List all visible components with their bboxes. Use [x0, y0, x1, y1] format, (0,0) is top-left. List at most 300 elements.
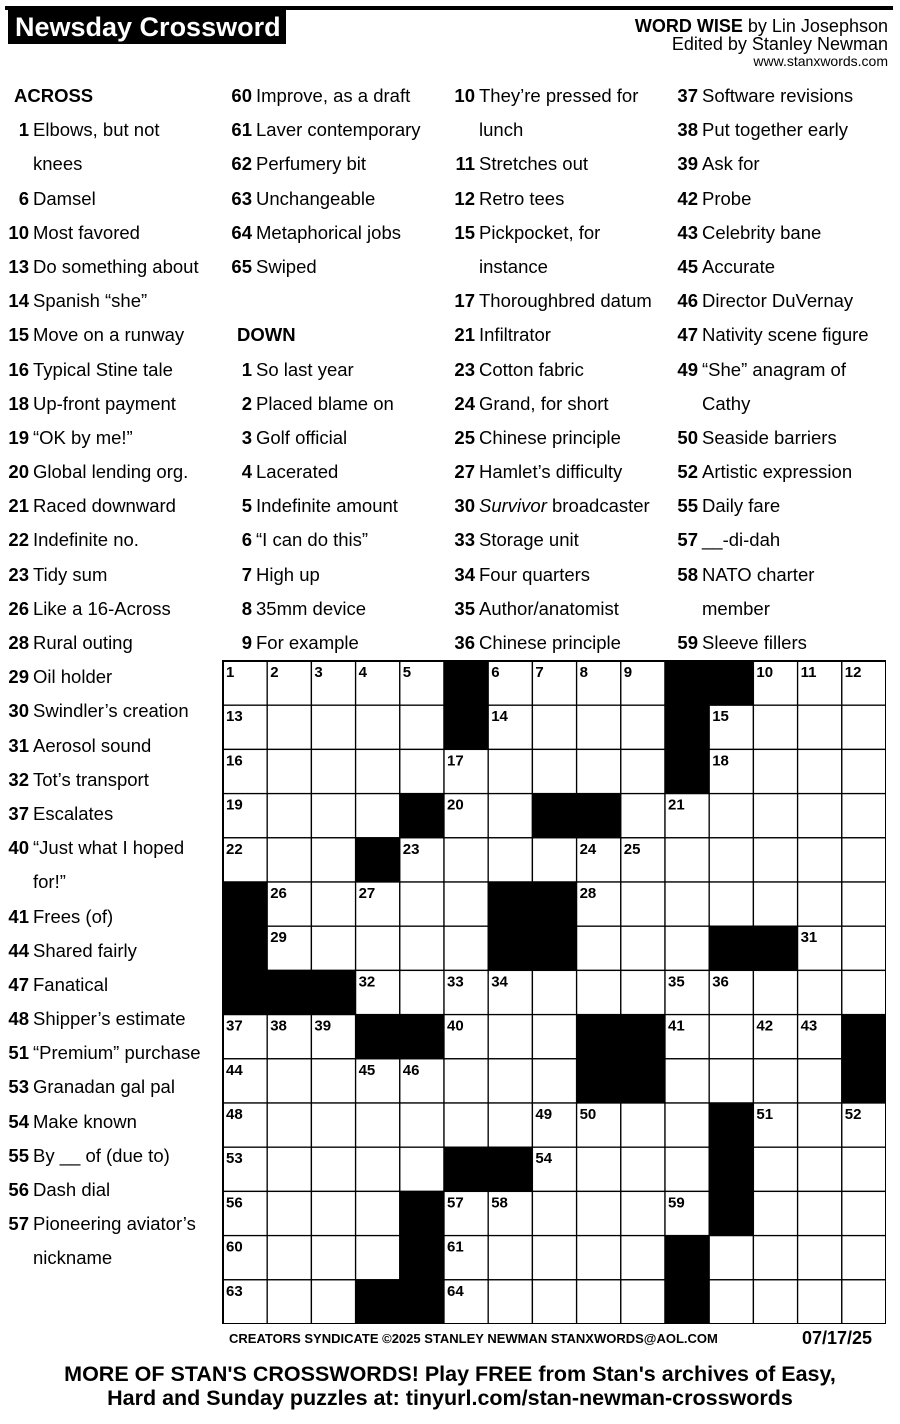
- down-clue-49[interactable]: [674, 353, 889, 387]
- across-clue-20[interactable]: [5, 455, 215, 489]
- grid-cell[interactable]: [488, 838, 532, 882]
- grid-cell[interactable]: [444, 1103, 488, 1147]
- clue-text: Improve, as a draft: [256, 85, 411, 106]
- clue-text: Indefinite no.: [33, 529, 139, 551]
- down-clue-58[interactable]: [674, 558, 889, 592]
- grid-cell[interactable]: [267, 1103, 311, 1147]
- down-clue-23[interactable]: [451, 353, 666, 387]
- down-clue-50[interactable]: [674, 421, 889, 455]
- grid-cell[interactable]: [532, 838, 576, 882]
- clue-text: Tidy sum: [33, 563, 108, 585]
- grid-cell[interactable]: [798, 1059, 842, 1103]
- across-clue-57[interactable]: [5, 1207, 215, 1241]
- block-square: [753, 926, 797, 970]
- down-clue-34[interactable]: [451, 558, 666, 592]
- grid-cell[interactable]: [400, 882, 444, 926]
- grid-cell[interactable]: [665, 838, 709, 882]
- grid-cell[interactable]: [842, 1191, 886, 1235]
- clue-number: 10: [454, 85, 475, 106]
- across-clue-23[interactable]: [5, 558, 215, 592]
- grid-cell[interactable]: [267, 705, 311, 749]
- grid-cell[interactable]: [621, 794, 665, 838]
- grid-cell[interactable]: [842, 1147, 886, 1191]
- clue-number: 23: [454, 358, 475, 380]
- grid-cell[interactable]: [267, 1059, 311, 1103]
- clue-text: Elbows, but not: [33, 119, 160, 141]
- grid-cell[interactable]: [753, 1191, 797, 1235]
- across-clue-63[interactable]: [228, 182, 443, 216]
- grid-cell[interactable]: [753, 838, 797, 882]
- down-clue-58-cont[interactable]: [674, 592, 889, 626]
- grid-cell[interactable]: [488, 1103, 532, 1147]
- clue-number: 7: [241, 563, 252, 585]
- grid-cell[interactable]: [665, 882, 709, 926]
- clue-number: 55: [677, 495, 698, 517]
- grid-cell[interactable]: [798, 705, 842, 749]
- grid-cell[interactable]: [577, 926, 621, 970]
- footer-promo: [0, 1362, 900, 1410]
- block-square: [223, 970, 267, 1014]
- grid-cell[interactable]: [311, 926, 355, 970]
- grid-cell[interactable]: [842, 970, 886, 1014]
- grid-cell[interactable]: [532, 1236, 576, 1280]
- across-clue-61[interactable]: [228, 113, 443, 147]
- across-clue-29[interactable]: [5, 660, 215, 694]
- clue-number: 50: [677, 426, 698, 448]
- grid-cell[interactable]: [665, 1147, 709, 1191]
- down-clue-25[interactable]: [451, 421, 666, 455]
- clue-number: 47: [677, 324, 698, 346]
- clue-text: Metaphorical jobs: [256, 221, 401, 243]
- grid-cell[interactable]: [798, 1236, 842, 1280]
- block-square: [488, 1147, 532, 1191]
- grid-cell[interactable]: [400, 749, 444, 793]
- down-clue-57[interactable]: [674, 523, 889, 557]
- clue-number: 47: [8, 973, 29, 995]
- across-clue-30[interactable]: [5, 694, 215, 728]
- down-clue-47[interactable]: [674, 318, 889, 352]
- across-clue-40[interactable]: [5, 831, 215, 865]
- clue-text: Granadan gal pal: [33, 1076, 175, 1098]
- grid-cell[interactable]: [488, 794, 532, 838]
- across-clue-54[interactable]: [5, 1105, 215, 1139]
- cell-number: 10: [756, 664, 774, 681]
- grid-cell[interactable]: [842, 705, 886, 749]
- clue-number: 12: [454, 187, 475, 209]
- cell-number: 64: [447, 1282, 464, 1300]
- cell-number: 43: [800, 1017, 818, 1035]
- down-clue-49-cont[interactable]: [674, 387, 889, 421]
- across-clue-62[interactable]: [228, 147, 443, 181]
- grid-cell[interactable]: [356, 1191, 400, 1235]
- grid-cell[interactable]: [444, 926, 488, 970]
- clue-text: Indefinite amount: [256, 495, 398, 517]
- cell-number: 34: [491, 973, 508, 991]
- down-clue-38[interactable]: [674, 113, 889, 147]
- grid-cell[interactable]: [709, 838, 753, 882]
- grid-cell[interactable]: [842, 749, 886, 793]
- across-clue-19[interactable]: [5, 421, 215, 455]
- down-clue-11[interactable]: [451, 147, 666, 181]
- down-clue-17[interactable]: [451, 284, 666, 318]
- grid-cell[interactable]: [577, 1280, 621, 1324]
- clue-text: Perfumery bit: [256, 153, 367, 175]
- grid-cell[interactable]: [798, 1191, 842, 1235]
- grid-cell[interactable]: [753, 1236, 797, 1280]
- grid-cell[interactable]: [842, 838, 886, 882]
- across-clue-40-cont[interactable]: [5, 865, 215, 899]
- clue-number: 3: [241, 426, 252, 448]
- cell-number: 20: [447, 796, 464, 814]
- block-square: [488, 882, 532, 926]
- cell-number: 33: [447, 973, 464, 991]
- clue-number: 57: [8, 1213, 29, 1235]
- grid-cell[interactable]: [311, 838, 355, 882]
- grid-cell[interactable]: [400, 1147, 444, 1191]
- grid-cell[interactable]: [267, 794, 311, 838]
- grid-cell[interactable]: [532, 1059, 576, 1103]
- grid-cell[interactable]: [444, 1059, 488, 1103]
- grid-cell[interactable]: [621, 1236, 665, 1280]
- grid-cell[interactable]: [444, 838, 488, 882]
- across-clue-48[interactable]: [5, 1002, 215, 1036]
- clue-text: Cathy: [702, 392, 751, 414]
- across-clue-10[interactable]: [5, 216, 215, 250]
- grid-cell[interactable]: [488, 1236, 532, 1280]
- across-clue-18[interactable]: [5, 387, 215, 421]
- grid-cell[interactable]: [577, 705, 621, 749]
- grid-cell[interactable]: [532, 970, 576, 1014]
- grid-cell[interactable]: [621, 970, 665, 1014]
- clue-text: Pickpocket, for: [479, 221, 601, 243]
- grid-cell[interactable]: [577, 1236, 621, 1280]
- grid-cell[interactable]: [311, 794, 355, 838]
- down-clue-45[interactable]: [674, 250, 889, 284]
- down-clue-9[interactable]: [228, 626, 443, 660]
- grid-cell[interactable]: [532, 705, 576, 749]
- clue-text: “Premium” purchase: [33, 1042, 201, 1064]
- grid-cell[interactable]: [842, 926, 886, 970]
- grid-cell[interactable]: [665, 926, 709, 970]
- across-clue-56[interactable]: [5, 1173, 215, 1207]
- clue-number: 22: [8, 529, 29, 551]
- grid-cell[interactable]: [400, 970, 444, 1014]
- grid-cell[interactable]: [798, 882, 842, 926]
- clue-text: Like a 16-Across: [33, 597, 171, 619]
- clue-text: Escalates: [33, 802, 114, 824]
- clue-number: 15: [454, 221, 475, 243]
- grid-cell[interactable]: [621, 926, 665, 970]
- grid-cell[interactable]: [709, 1280, 753, 1324]
- cell-number: 11: [800, 664, 817, 681]
- clue-text: Laver contemporary: [256, 119, 421, 141]
- cell-number: 41: [668, 1017, 685, 1035]
- clue-text: for!”: [33, 871, 66, 893]
- clue-text: High up: [256, 563, 320, 585]
- grid-cell[interactable]: [577, 749, 621, 793]
- grid-cell[interactable]: [311, 1147, 355, 1191]
- down-clue-5[interactable]: [228, 489, 443, 523]
- grid-cell[interactable]: [311, 1280, 355, 1324]
- clue-text: Placed blame on: [256, 392, 394, 414]
- grid-cell[interactable]: [753, 882, 797, 926]
- grid-cell[interactable]: [311, 705, 355, 749]
- block-square: [400, 1191, 444, 1235]
- grid-cell[interactable]: [356, 794, 400, 838]
- down-clue-33[interactable]: [451, 523, 666, 557]
- grid-cell[interactable]: [532, 1015, 576, 1059]
- grid-cell[interactable]: [577, 970, 621, 1014]
- block-square: [709, 661, 753, 705]
- across-clue-64[interactable]: [228, 216, 443, 250]
- grid-cell[interactable]: [577, 1191, 621, 1235]
- across-clue-57-cont[interactable]: [5, 1241, 215, 1275]
- down-clue-4[interactable]: [228, 455, 443, 489]
- clue-text: Sleeve fillers: [702, 632, 807, 653]
- grid-cell[interactable]: [621, 1147, 665, 1191]
- grid-cell[interactable]: [621, 705, 665, 749]
- grid-cell[interactable]: [356, 1236, 400, 1280]
- grid-cell[interactable]: [356, 926, 400, 970]
- down-clue-12[interactable]: [451, 182, 666, 216]
- down-clue-2[interactable]: [228, 387, 443, 421]
- cell-number: 22: [226, 840, 243, 858]
- clue-text: Lacerated: [256, 461, 339, 483]
- grid-cell[interactable]: [444, 882, 488, 926]
- clue-number: 43: [677, 221, 698, 243]
- across-clue-16[interactable]: [5, 353, 215, 387]
- grid-cell[interactable]: [488, 1015, 532, 1059]
- grid-cell[interactable]: [532, 1280, 576, 1324]
- clue-text: Survivor broadcaster: [479, 495, 650, 517]
- cell-number: 5: [402, 664, 412, 681]
- down-clue-30[interactable]: [451, 489, 666, 523]
- grid-cell[interactable]: [709, 1015, 753, 1059]
- down-clue-35[interactable]: [451, 592, 666, 626]
- grid-cell[interactable]: [753, 970, 797, 1014]
- grid-cell[interactable]: [798, 1280, 842, 1324]
- grid-cell[interactable]: [267, 1147, 311, 1191]
- down-clue-36[interactable]: [451, 626, 666, 660]
- down-clue-52[interactable]: [674, 455, 889, 489]
- across-clue-14[interactable]: [5, 284, 215, 318]
- clue-text: “I can do this”: [256, 529, 369, 551]
- across-clue-1[interactable]: [5, 113, 215, 147]
- grid-cell[interactable]: [356, 1147, 400, 1191]
- grid-cell[interactable]: [798, 838, 842, 882]
- block-square: [577, 1059, 621, 1103]
- cell-number: 12: [844, 664, 862, 681]
- clue-text: Four quarters: [479, 563, 591, 585]
- grid-cell[interactable]: [400, 926, 444, 970]
- cell-number: 15: [712, 708, 729, 726]
- grid-cell[interactable]: [356, 705, 400, 749]
- clue-number: 42: [677, 187, 698, 209]
- cell-number: 19: [226, 796, 243, 814]
- down-clue-1[interactable]: [228, 353, 443, 387]
- grid-cell[interactable]: [753, 1147, 797, 1191]
- grid-cell[interactable]: [753, 1059, 797, 1103]
- clue-text: Chinese principle: [479, 426, 621, 448]
- block-square: [709, 926, 753, 970]
- down-clue-43[interactable]: [674, 216, 889, 250]
- grid-cell[interactable]: [488, 749, 532, 793]
- clue-number: 64: [231, 221, 252, 243]
- down-clue-21[interactable]: [451, 318, 666, 352]
- puzzle-title: WORD WISE: [634, 16, 743, 36]
- down-clue-10[interactable]: [451, 79, 666, 113]
- down-clue-42[interactable]: [674, 182, 889, 216]
- across-clue-65[interactable]: [228, 250, 443, 284]
- grid-cell[interactable]: [400, 1103, 444, 1147]
- down-clue-15[interactable]: [451, 216, 666, 250]
- grid-cell[interactable]: [621, 749, 665, 793]
- clue-number: 35: [454, 597, 475, 619]
- grid-cell[interactable]: [842, 882, 886, 926]
- across-clue-47[interactable]: [5, 968, 215, 1002]
- cell-number: 14: [491, 708, 508, 726]
- crossword-grid[interactable]: [222, 660, 886, 1324]
- grid-cell[interactable]: [842, 1236, 886, 1280]
- clue-text: Celebrity bane: [702, 221, 822, 243]
- grid-cell[interactable]: [356, 749, 400, 793]
- grid-cell[interactable]: [709, 1059, 753, 1103]
- down-clue-15-cont[interactable]: [451, 250, 666, 284]
- down-clue-6[interactable]: [228, 523, 443, 557]
- across-clue-51[interactable]: [5, 1036, 215, 1070]
- down-clue-46[interactable]: [674, 284, 889, 318]
- grid-cell[interactable]: [798, 1147, 842, 1191]
- across-clue-31[interactable]: [5, 729, 215, 763]
- clue-text: NATO charter: [702, 563, 815, 585]
- grid-cell[interactable]: [488, 1280, 532, 1324]
- down-clue-10-cont[interactable]: [451, 113, 666, 147]
- down-clue-59[interactable]: [674, 626, 889, 660]
- cell-number: 58: [491, 1194, 508, 1212]
- across-clue-53[interactable]: [5, 1070, 215, 1104]
- grid-cell[interactable]: [753, 749, 797, 793]
- across-clue-44[interactable]: [5, 934, 215, 968]
- across-clue-26[interactable]: [5, 592, 215, 626]
- down-clue-27[interactable]: [451, 455, 666, 489]
- clue-text: Accurate: [702, 255, 776, 277]
- grid-cell[interactable]: [842, 1280, 886, 1324]
- grid-cell[interactable]: [621, 1103, 665, 1147]
- across-clue-21[interactable]: [5, 489, 215, 523]
- grid-cell[interactable]: [753, 794, 797, 838]
- grid-cell[interactable]: [798, 970, 842, 1014]
- grid-cell[interactable]: [621, 1191, 665, 1235]
- grid-cell[interactable]: [753, 705, 797, 749]
- clue-text: Grand, for short: [479, 392, 609, 414]
- clue-number: 58: [677, 563, 698, 585]
- cell-number: 51: [756, 1106, 774, 1123]
- down-clue-55[interactable]: [674, 489, 889, 523]
- clue-number: 32: [8, 768, 29, 790]
- grid-cell[interactable]: [798, 794, 842, 838]
- clue-number: 49: [677, 358, 698, 380]
- grid-cell[interactable]: [267, 749, 311, 793]
- grid-cell[interactable]: [311, 1059, 355, 1103]
- clue-text: Typical Stine tale: [33, 358, 173, 380]
- grid-cell[interactable]: [400, 705, 444, 749]
- across-clue-37[interactable]: [5, 797, 215, 831]
- down-clue-8[interactable]: [228, 592, 443, 626]
- grid-cell[interactable]: [798, 1103, 842, 1147]
- grid-cell[interactable]: [621, 882, 665, 926]
- grid-cell[interactable]: [665, 1103, 709, 1147]
- clue-number: 34: [454, 563, 475, 585]
- clue-number: 2: [241, 392, 252, 414]
- clue-text: Daily fare: [702, 495, 781, 517]
- across-clue-6[interactable]: [5, 182, 215, 216]
- across-clue-1-cont[interactable]: [5, 147, 215, 181]
- across-clue-28[interactable]: [5, 626, 215, 660]
- grid-cell[interactable]: [311, 1236, 355, 1280]
- across-clue-15[interactable]: [5, 318, 215, 352]
- down-clue-24[interactable]: [451, 387, 666, 421]
- block-square: [842, 1059, 886, 1103]
- down-clue-7[interactable]: [228, 558, 443, 592]
- cell-number: 23: [402, 840, 420, 858]
- grid-cell[interactable]: [709, 882, 753, 926]
- grid-cell[interactable]: [665, 1059, 709, 1103]
- across-clue-32[interactable]: [5, 763, 215, 797]
- clue-column-1: [5, 79, 215, 1276]
- grid-cell[interactable]: [842, 794, 886, 838]
- grid-cell[interactable]: [311, 882, 355, 926]
- cell-number: 52: [844, 1106, 862, 1123]
- across-clue-13[interactable]: [5, 250, 215, 284]
- down-clue-3[interactable]: [228, 421, 443, 455]
- grid-cell[interactable]: [753, 1280, 797, 1324]
- clue-text: Seaside barriers: [702, 426, 837, 448]
- grid-cell[interactable]: [709, 1236, 753, 1280]
- grid-cell[interactable]: [798, 749, 842, 793]
- block-square: [267, 970, 311, 1014]
- grid-cell[interactable]: [267, 1280, 311, 1324]
- cell-number: 31: [800, 929, 818, 947]
- across-clue-41[interactable]: [5, 900, 215, 934]
- across-clue-55[interactable]: [5, 1139, 215, 1173]
- grid-cell[interactable]: [267, 1191, 311, 1235]
- grid-cell[interactable]: [311, 1191, 355, 1235]
- clue-number: 14: [8, 290, 29, 312]
- clue-number: 6: [241, 529, 252, 551]
- grid-cell[interactable]: [621, 1280, 665, 1324]
- down-clue-39[interactable]: [674, 147, 889, 181]
- grid-cell[interactable]: [532, 1191, 576, 1235]
- grid-cell[interactable]: [532, 749, 576, 793]
- grid-cell[interactable]: [577, 1147, 621, 1191]
- grid-cell[interactable]: [356, 1103, 400, 1147]
- grid-cell[interactable]: [488, 1059, 532, 1103]
- clue-number: 59: [677, 632, 698, 653]
- clue-text: Global lending org.: [33, 461, 189, 483]
- block-square: [577, 794, 621, 838]
- grid-cell[interactable]: [267, 1236, 311, 1280]
- clue-text: Swindler’s creation: [33, 700, 189, 722]
- grid-cell[interactable]: [311, 749, 355, 793]
- clue-text: Oil holder: [33, 666, 113, 688]
- across-clue-60[interactable]: [228, 79, 443, 113]
- grid-cell[interactable]: [267, 838, 311, 882]
- across-clue-22[interactable]: [5, 523, 215, 557]
- grid-cell[interactable]: [311, 1103, 355, 1147]
- down-clue-37[interactable]: [674, 79, 889, 113]
- block-square: [223, 882, 267, 926]
- grid-cell[interactable]: [709, 794, 753, 838]
